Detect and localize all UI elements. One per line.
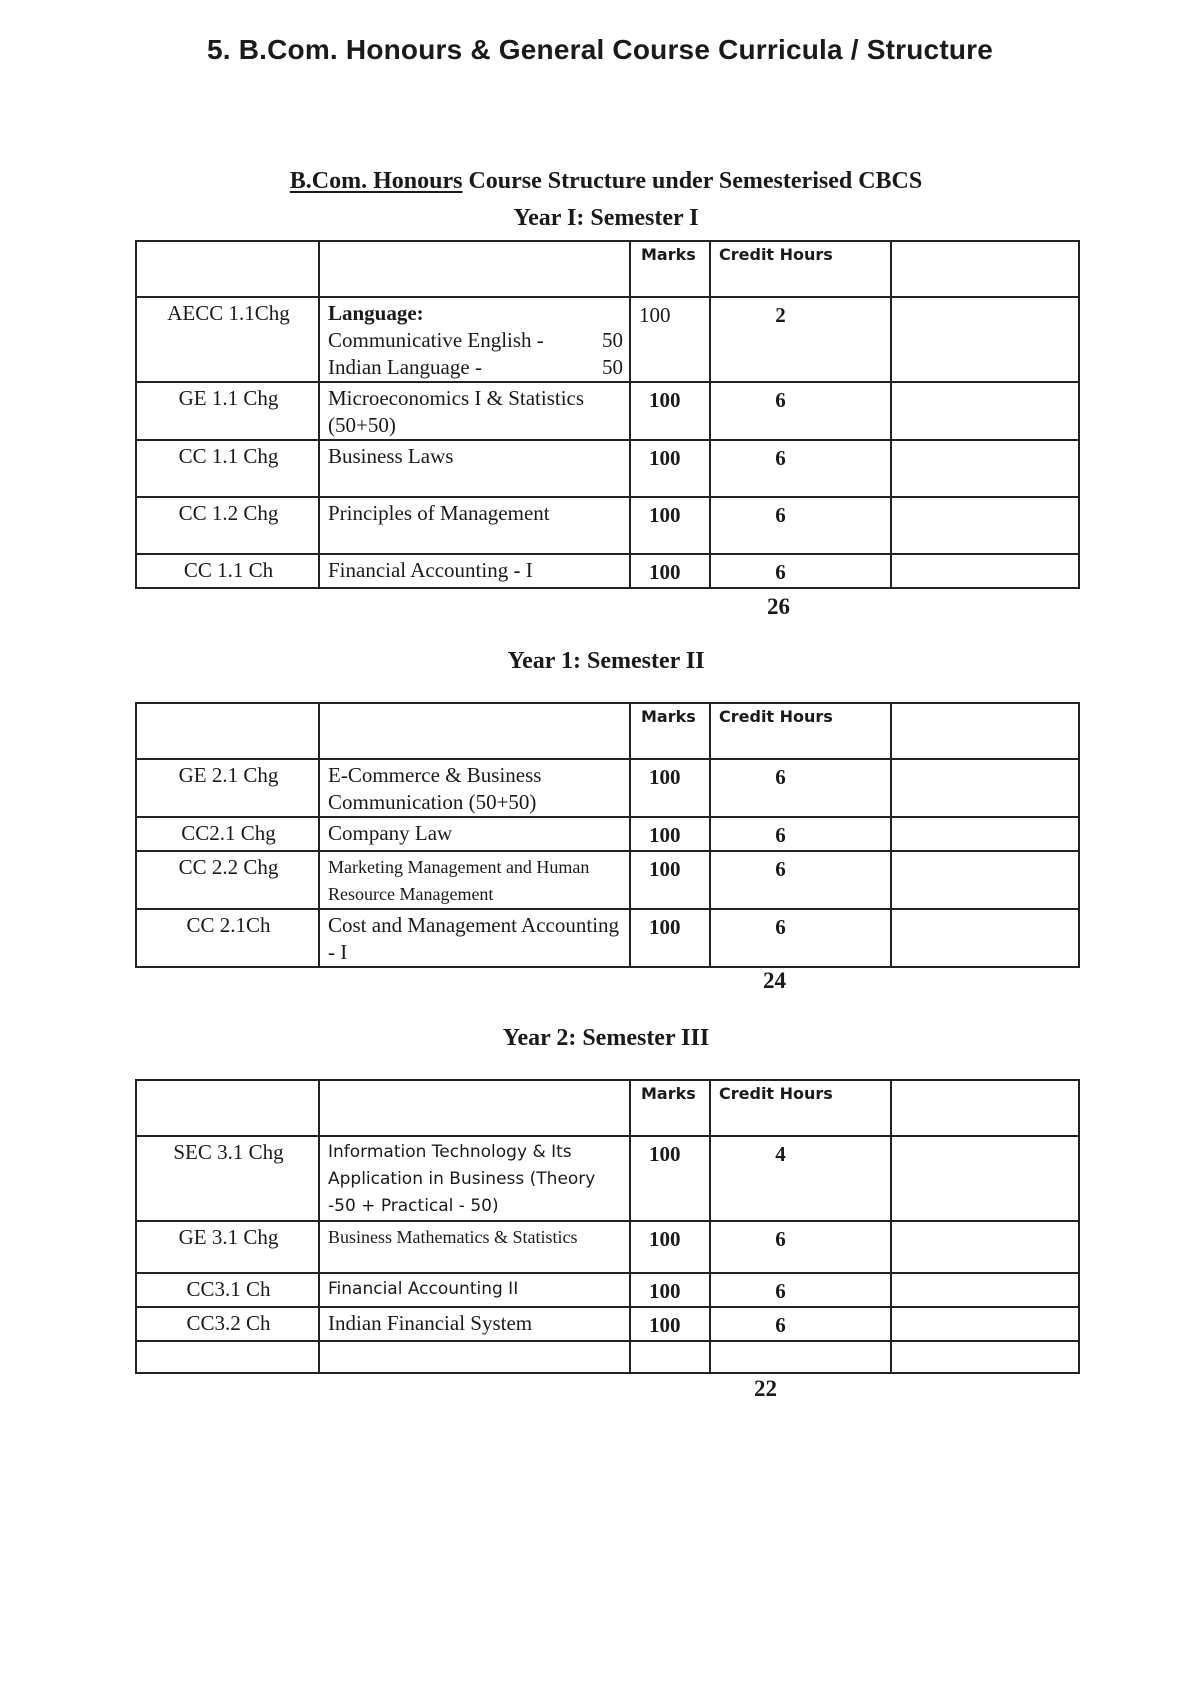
blank-cell xyxy=(891,1307,1079,1341)
marks-header: Marks xyxy=(630,241,710,297)
course-credits: 6 xyxy=(710,440,891,497)
blank-cell xyxy=(891,497,1079,554)
table-row xyxy=(136,554,1079,588)
course-code: GE 2.1 Chg xyxy=(136,759,319,817)
header-cell-code xyxy=(136,241,319,297)
course-subject: Marketing Management and Human Resource Management xyxy=(319,851,630,909)
language-line-value: 50 xyxy=(602,355,623,379)
blank-cell xyxy=(891,851,1079,909)
course-credits: 6 xyxy=(710,851,891,909)
table-row xyxy=(136,297,1079,382)
header-cell-code xyxy=(136,703,319,759)
empty-row xyxy=(136,1341,1079,1373)
credit-hours-header: Credit Hours xyxy=(710,1080,891,1136)
course-subject: Business Mathematics & Statistics xyxy=(319,1221,630,1273)
semester-1-title: Year I: Semester I xyxy=(513,205,699,231)
course-marks: 100 xyxy=(630,382,710,440)
header-cell-blank xyxy=(891,703,1079,759)
language-line-value: 50 xyxy=(602,328,623,352)
empty-cell xyxy=(136,1341,319,1373)
header-cell-subject xyxy=(319,241,630,297)
course-code: CC3.1 Ch xyxy=(136,1273,319,1307)
table-row xyxy=(136,440,1079,497)
credit-hours-header: Credit Hours xyxy=(710,241,891,297)
course-code: CC2.1 Chg xyxy=(136,817,319,851)
table-row xyxy=(136,1307,1079,1341)
course-subject: Cost and Management Accounting - I xyxy=(319,909,630,967)
course-credits: 6 xyxy=(710,497,891,554)
course-code: CC 1.1 Ch xyxy=(136,554,319,588)
table-header-row xyxy=(136,241,1079,297)
course-code: GE 1.1 Chg xyxy=(136,382,319,440)
document-heading: 5. B.Com. Honours & General Course Curricula / Structure xyxy=(206,34,994,65)
marks-header: Marks xyxy=(630,703,710,759)
course-code: CC 2.2 Chg xyxy=(136,851,319,909)
table-row xyxy=(136,382,1079,440)
blank-cell xyxy=(891,440,1079,497)
semester-1-table xyxy=(135,240,1080,589)
table-row xyxy=(136,851,1079,909)
course-subject: E-Commerce & Business Communication (50+50) xyxy=(319,759,630,817)
course-credits: 6 xyxy=(710,1221,891,1273)
course-code: CC 1.1 Chg xyxy=(136,440,319,497)
course-subject: Information Technology & Its Application in Business (Theory -50 + Practical - 50) xyxy=(319,1136,630,1221)
course-subject: Financial Accounting - I xyxy=(319,554,630,588)
course-marks: 100 xyxy=(630,497,710,554)
blank-cell xyxy=(891,382,1079,440)
course-marks: 100 xyxy=(630,554,710,588)
semester-3-table xyxy=(135,1079,1080,1374)
table-row xyxy=(136,1273,1079,1307)
table-header-row xyxy=(136,703,1079,759)
subtitle-underlined: B.Com. Honours xyxy=(289,168,463,194)
empty-cell xyxy=(630,1341,710,1373)
course-marks: 100 xyxy=(630,440,710,497)
course-credits: 6 xyxy=(710,909,891,967)
course-code: AECC 1.1Chg xyxy=(136,297,319,382)
course-marks: 100 xyxy=(630,817,710,851)
language-line-text: Communicative English - xyxy=(328,328,544,352)
blank-cell xyxy=(891,554,1079,588)
blank-cell xyxy=(891,1136,1079,1221)
course-subject: Principles of Management xyxy=(319,497,630,554)
empty-cell xyxy=(891,1341,1079,1373)
course-structure-subtitle xyxy=(0,168,1200,195)
semester-2-title: Year 1: Semester II xyxy=(507,648,705,674)
blank-cell xyxy=(891,909,1079,967)
course-marks: 100 xyxy=(630,1273,710,1307)
course-credits: 6 xyxy=(710,1273,891,1307)
blank-cell xyxy=(891,759,1079,817)
empty-cell xyxy=(319,1341,630,1373)
course-subject: Financial Accounting II xyxy=(319,1273,630,1307)
marks-header: Marks xyxy=(630,1080,710,1136)
header-cell-blank xyxy=(891,241,1079,297)
header-cell-subject xyxy=(319,1080,630,1136)
course-credits: 6 xyxy=(710,1307,891,1341)
course-marks: 100 xyxy=(630,759,710,817)
empty-cell xyxy=(710,1341,891,1373)
semester-2-table xyxy=(135,702,1080,968)
table-row xyxy=(136,1221,1079,1273)
course-credits: 4 xyxy=(710,1136,891,1221)
table-row xyxy=(136,497,1079,554)
semester-3-title: Year 2: Semester III xyxy=(502,1025,710,1051)
blank-cell xyxy=(891,1273,1079,1307)
subtitle-rest: Course Structure under Semesterised CBCS xyxy=(462,168,923,194)
course-subject: Indian Financial System xyxy=(319,1307,630,1341)
course-credits: 6 xyxy=(710,817,891,851)
course-marks: 100 xyxy=(630,1136,710,1221)
course-credits: 6 xyxy=(710,382,891,440)
language-line xyxy=(328,327,623,354)
credit-hours-header: Credit Hours xyxy=(710,703,891,759)
course-subject: Microeconomics I & Statistics (50+50) xyxy=(319,382,630,440)
language-line xyxy=(328,354,623,381)
course-credits: 6 xyxy=(710,554,891,588)
course-subject: Business Laws xyxy=(319,440,630,497)
course-code: CC 1.2 Chg xyxy=(136,497,319,554)
table-row xyxy=(136,817,1079,851)
course-marks: 100 xyxy=(630,297,710,382)
course-marks: 100 xyxy=(630,851,710,909)
course-code: GE 3.1 Chg xyxy=(136,1221,319,1273)
header-cell-blank xyxy=(891,1080,1079,1136)
table-header-row xyxy=(136,1080,1079,1136)
course-marks: 100 xyxy=(630,1221,710,1273)
header-cell-subject xyxy=(319,703,630,759)
blank-cell xyxy=(891,297,1079,382)
course-code: SEC 3.1 Chg xyxy=(136,1136,319,1221)
course-subject xyxy=(319,297,630,382)
language-line-text: Indian Language - xyxy=(328,355,482,379)
course-code: CC3.2 Ch xyxy=(136,1307,319,1341)
semester-3-total-credits: 22 xyxy=(754,1376,777,1401)
language-heading: Language: xyxy=(328,301,424,325)
course-marks: 100 xyxy=(630,1307,710,1341)
blank-cell xyxy=(891,817,1079,851)
table-row xyxy=(136,759,1079,817)
course-marks: 100 xyxy=(630,909,710,967)
blank-cell xyxy=(891,1221,1079,1273)
course-code: CC 2.1Ch xyxy=(136,909,319,967)
table-row xyxy=(136,1136,1079,1221)
course-credits: 2 xyxy=(710,297,891,382)
header-cell-code xyxy=(136,1080,319,1136)
course-credits: 6 xyxy=(710,759,891,817)
course-subject: Company Law xyxy=(319,817,630,851)
semester-2-total-credits: 24 xyxy=(763,968,786,993)
table-row xyxy=(136,909,1079,967)
semester-1-total-credits: 26 xyxy=(767,594,790,619)
